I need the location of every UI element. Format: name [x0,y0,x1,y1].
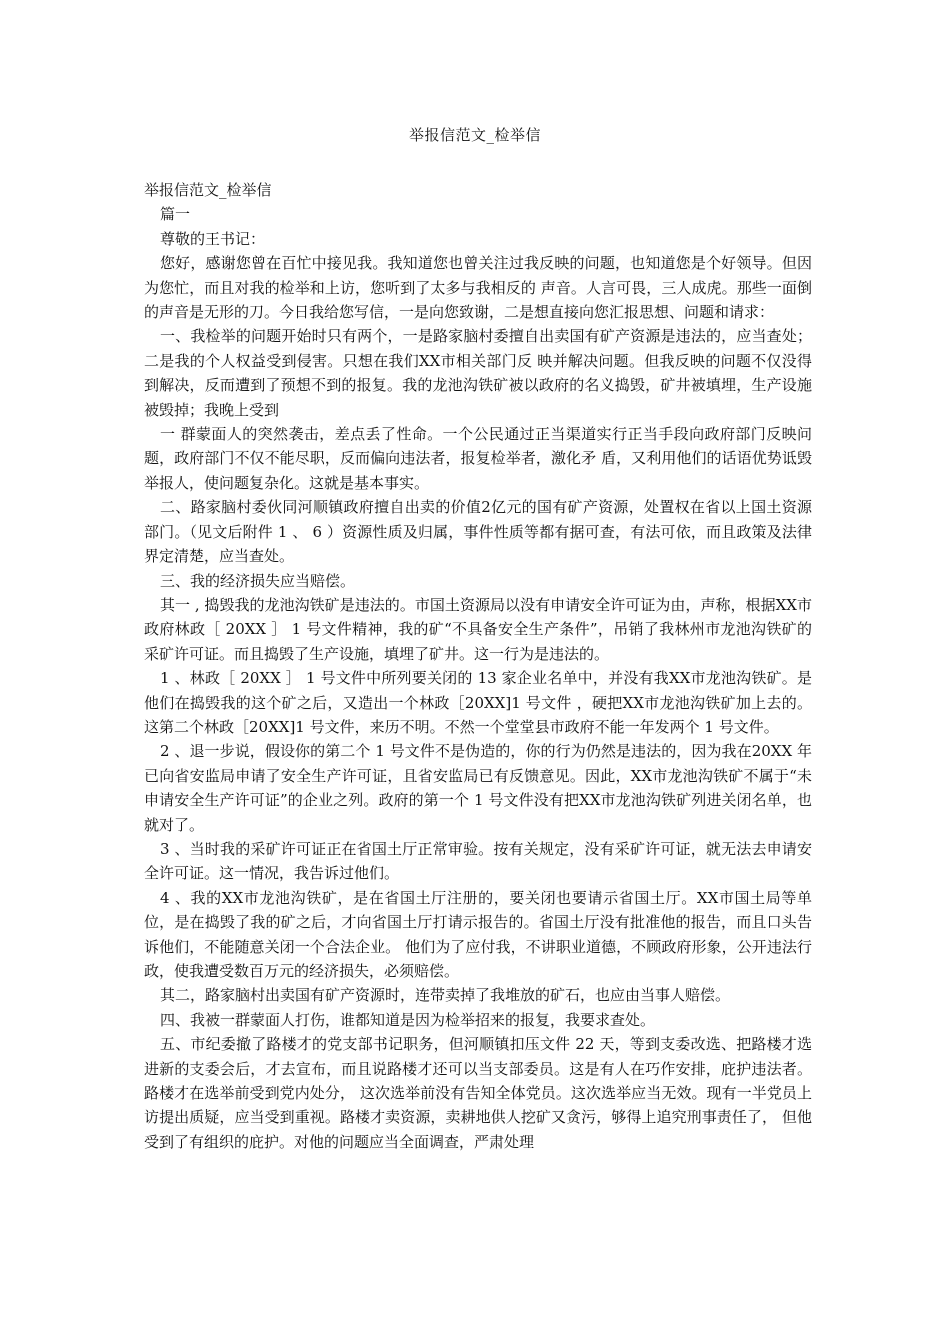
paragraph: 一 群蒙面人的突然袭击，差点丢了性命。一个公民通过正当渠道实行正当手段向政府部门反映问题，政府部门不仅不能尽职，反而偏向违法者，报复检举者，激化矛 盾，又利用他们的话语优势诋毁举报人，使问题复杂化。这就是基本事实。 [144,425,812,492]
salutation: 尊敬的王书记： [160,229,266,248]
paragraph: 三、我的经济损失应当赔偿。 [160,571,356,590]
section-label: 篇一 [160,205,191,224]
document-title: 举报信范文_检举信 [408,126,541,144]
paragraph: 一、我检举的问题开始时只有两个，一是路家脑村委擅自出卖国有矿产资源是违法的，应当查处；二是我的个人权益受到侵害。只想在我们XX市相关部门反 映并解决问题。但我反映的问题不仅没得到解决，反而遭到了预想不到的报复。我的龙池沟铁矿被以政府的名义捣毁，矿井被填埋，生产设施被毁掉；我晚上受到 [144,327,812,419]
paragraph: 4 、我的XX市龙池沟铁矿，是在省国土厅注册的，要关闭也要请示省国土厅。XX市国土局等单位，是在捣毁了我的矿之后，才向省国土厅打请示报告的。省国土厅没有批准他的报告，而且口头告诉他们，不能随意关闭一个合法企业。 他们为了应付我，不讲职业道德，不顾政府形象，公开违法行政，使我遭受数百万元的经济损失，必须赔偿。 [144,888,812,980]
paragraph: 其二，路家脑村出卖国有矿产资源时，连带卖掉了我堆放的矿石，也应由当事人赔偿。 [160,986,731,1005]
paragraph: 2 、退一步说，假设你的第二个 1 号文件不是伪造的，你的行为仍然是违法的，因为我在20XX 年已向省安监局申请了安全生产许可证，且省安监局已有反馈意见。因此，XX市龙池沟铁矿不属于“未申请安全生产许可证”的企业之列。政府的第一个 1 号文件没有把XX市龙池沟铁矿列进关闭名单，也就对了。 [144,742,812,834]
paragraph: 其一 , 捣毁我的龙池沟铁矿是违法的。市国土资源局以没有申请安全许可证为由，声称，根据XX市政府林政［ 20XX ］ 1 号文件精神，我的矿“不具备安全生产条件”，吊销了我林州市龙池沟铁矿的采矿许可证。而且捣毁了生产设施，填埋了矿井。这一行为是违法的。 [144,595,812,663]
paragraph: 四、我被一群蒙面人打伤，谁都知道是因为检举招来的报复，我要求查处。 [160,1010,656,1029]
document-body [144,178,812,1154]
paragraph: 1 、林政［ 20XX ］ 1 号文件中所列要关闭的 13 家企业名单中，并没有我XX市龙池沟铁矿。是他们在捣毁我的这个矿之后，又造出一个林政［20XX]1 号文件 ，硬把XX市龙池沟铁矿加上去的。这第二个林政［20XX]1 号文件，来历不明。不然一个堂堂县市政府不能一年发两个 1 号文件。 [144,669,812,736]
paragraph: 您好，感谢您曾在百忙中接见我。我知道您也曾关注过我反映的问题，也知道您是个好领导。但因为您忙，而且对我的检举和上访，您听到了太多与我相反的 声音。人言可畏，三人成虎。那些一面倒的声音是无形的刀。今日我给您写信，一是向您致谢，二是想直接向您汇报思想、问题和请求： [144,254,812,322]
heading-line: 举报信范文_检举信 [144,181,272,199]
paragraph: 五、市纪委撤了路楼才的党支部书记职务，但河顺镇扣压文件 22 天，等到支委改选、把路楼才选进新的支委会后，才去宣布，而且说路楼才还可以当支部委员。这是有人在巧作安排，庇护违法者。路楼才在选举前受到党内处分， 这次选举前没有告知全体党员。这次选举应当无效。现有一半党员上访提出质疑，应当受到重视。路楼才卖资源，卖耕地供人挖矿又贪污，够得上追究刑事责任了， 但他受到了有组织的庇护。对他的问题应当全面调查，严肃处理 [144,1035,812,1151]
paragraph: 3 、当时我的采矿许可证正在省国土厅正常审验。按有关规定，没有采矿许可证，就无法去申请安全许可证。这一情况，我告诉过他们。 [144,839,812,883]
paragraph: 二、路家脑村委伙同河顺镇政府擅自出卖的价值2亿元的国有矿产资源，处置权在省以上国土资源部门。（见文后附件 1 、 6 ）资源性质及归属，事件性质等都有据可查，有法可依，而且政策及法律界定清楚，应当查处。 [144,498,812,566]
